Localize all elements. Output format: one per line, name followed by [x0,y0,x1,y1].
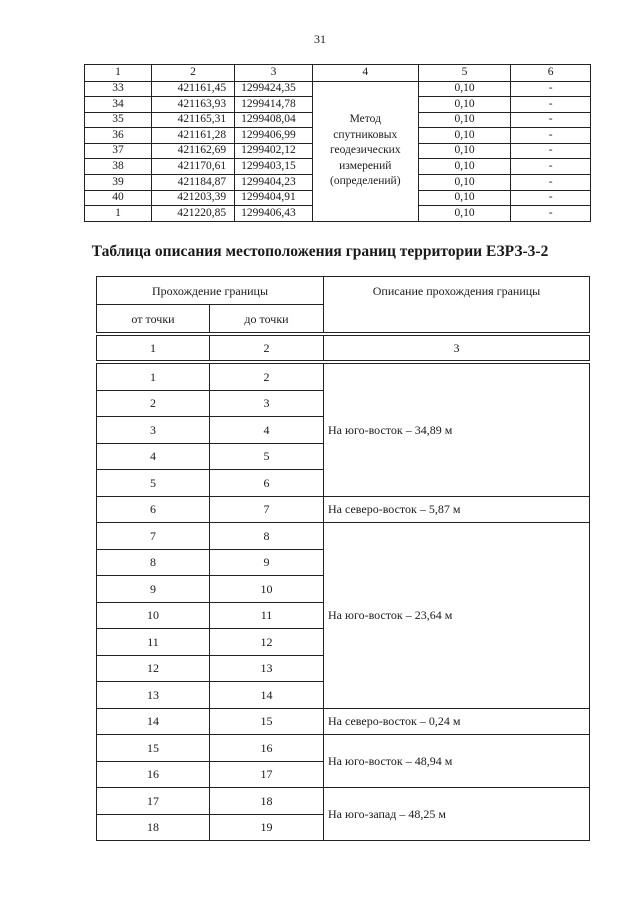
boundary-description: На юго-восток – 34,89 м [324,364,590,497]
accuracy: 0,10 [418,81,511,97]
point-number: 36 [85,128,152,144]
point-number: 33 [85,81,152,97]
from-point: 4 [97,443,210,470]
header-cell: 6 [511,65,591,82]
boundary-description: На северо-восток – 0,24 м [324,708,590,735]
boundary-description: На северо-восток – 5,87 м [324,496,590,523]
header-to-point: до точки [210,305,324,333]
from-point: 3 [97,417,210,444]
to-point: 8 [210,523,324,550]
to-point: 5 [210,443,324,470]
coord-x: 421163,93 [151,97,234,113]
column-number-row [97,336,590,361]
table-row [97,788,590,815]
coord-x: 421161,28 [151,128,234,144]
note: - [511,81,591,97]
coord-x: 421220,85 [151,206,234,222]
method-cell [312,81,418,221]
section-title: Таблица описания местоположения границ территории ЕЗРЗ-3-2 [91,243,549,260]
note: - [511,128,591,144]
note: - [511,143,591,159]
method-line: (определений) [330,175,401,188]
coord-y: 1299408,04 [235,112,313,128]
page-number: 31 [314,32,326,46]
column-number: 3 [324,336,590,361]
note: - [511,112,591,128]
from-point: 10 [97,602,210,629]
to-point: 3 [210,390,324,417]
accuracy: 0,10 [418,128,511,144]
to-point: 14 [210,682,324,709]
from-point: 9 [97,576,210,603]
point-number: 38 [85,159,152,175]
from-point: 13 [97,682,210,709]
point-number: 1 [85,206,152,222]
table-row [97,496,590,523]
table-row [85,81,591,97]
coord-x: 421203,39 [151,190,234,206]
to-point: 11 [210,602,324,629]
header-cell: 2 [151,65,234,82]
point-number: 37 [85,143,152,159]
table-row [97,364,590,391]
from-point: 6 [97,496,210,523]
header-boundary-description: Описание прохождения границы [324,277,590,333]
to-point: 4 [210,417,324,444]
accuracy: 0,10 [418,175,511,191]
coord-y: 1299414,78 [235,97,313,113]
from-point: 12 [97,655,210,682]
coord-y: 1299403,15 [235,159,313,175]
table-row [97,735,590,762]
table-row [97,523,590,550]
method-line: Метод [349,113,381,126]
accuracy: 0,10 [418,97,511,113]
point-number: 39 [85,175,152,191]
to-point: 19 [210,814,324,841]
boundary-description: На юго-запад – 48,25 м [324,788,590,841]
from-point: 18 [97,814,210,841]
point-number: 34 [85,97,152,113]
from-point: 1 [97,364,210,391]
to-point: 15 [210,708,324,735]
to-point: 17 [210,761,324,788]
from-point: 15 [97,735,210,762]
accuracy: 0,10 [418,143,511,159]
header-cell: 5 [418,65,511,82]
coord-x: 421170,61 [151,159,234,175]
from-point: 17 [97,788,210,815]
method-line: спутниковых [333,128,398,141]
coord-x: 421161,45 [151,81,234,97]
coordinates-table [84,64,591,222]
method-line: измерений [339,159,392,172]
note: - [511,175,591,191]
from-point: 5 [97,470,210,497]
to-point: 2 [210,364,324,391]
coord-y: 1299402,12 [235,143,313,159]
note: - [511,206,591,222]
coord-y: 1299404,91 [235,190,313,206]
from-point: 2 [97,390,210,417]
accuracy: 0,10 [418,159,511,175]
from-point: 14 [97,708,210,735]
from-point: 11 [97,629,210,656]
table-row [97,708,590,735]
table-header-row [85,65,591,82]
note: - [511,159,591,175]
to-point: 6 [210,470,324,497]
accuracy: 0,10 [418,112,511,128]
to-point: 18 [210,788,324,815]
method-line: геодезических [329,144,401,157]
to-point: 9 [210,549,324,576]
header-cell: 4 [312,65,418,82]
note: - [511,190,591,206]
boundary-description: На юго-восток – 48,94 м [324,735,590,788]
boundary-description-table [96,276,590,841]
header-cell: 3 [235,65,313,82]
from-point: 16 [97,761,210,788]
from-point: 7 [97,523,210,550]
to-point: 13 [210,655,324,682]
point-number: 40 [85,190,152,206]
column-number: 1 [97,336,210,361]
coord-y: 1299406,99 [235,128,313,144]
column-number: 2 [210,336,324,361]
point-number: 35 [85,112,152,128]
to-point: 16 [210,735,324,762]
from-point: 8 [97,549,210,576]
header-from-point: от точки [97,305,210,333]
coord-y: 1299424,35 [235,81,313,97]
header-boundary-pass: Прохождение границы [97,277,324,305]
note: - [511,97,591,113]
to-point: 7 [210,496,324,523]
coord-x: 421184,87 [151,175,234,191]
coord-x: 421165,31 [151,112,234,128]
coord-x: 421162,69 [151,143,234,159]
to-point: 12 [210,629,324,656]
coord-y: 1299404,23 [235,175,313,191]
to-point: 10 [210,576,324,603]
coord-y: 1299406,43 [235,206,313,222]
accuracy: 0,10 [418,190,511,206]
header-cell: 1 [85,65,152,82]
table-header-row [97,277,590,305]
boundary-description: На юго-восток – 23,64 м [324,523,590,709]
accuracy: 0,10 [418,206,511,222]
